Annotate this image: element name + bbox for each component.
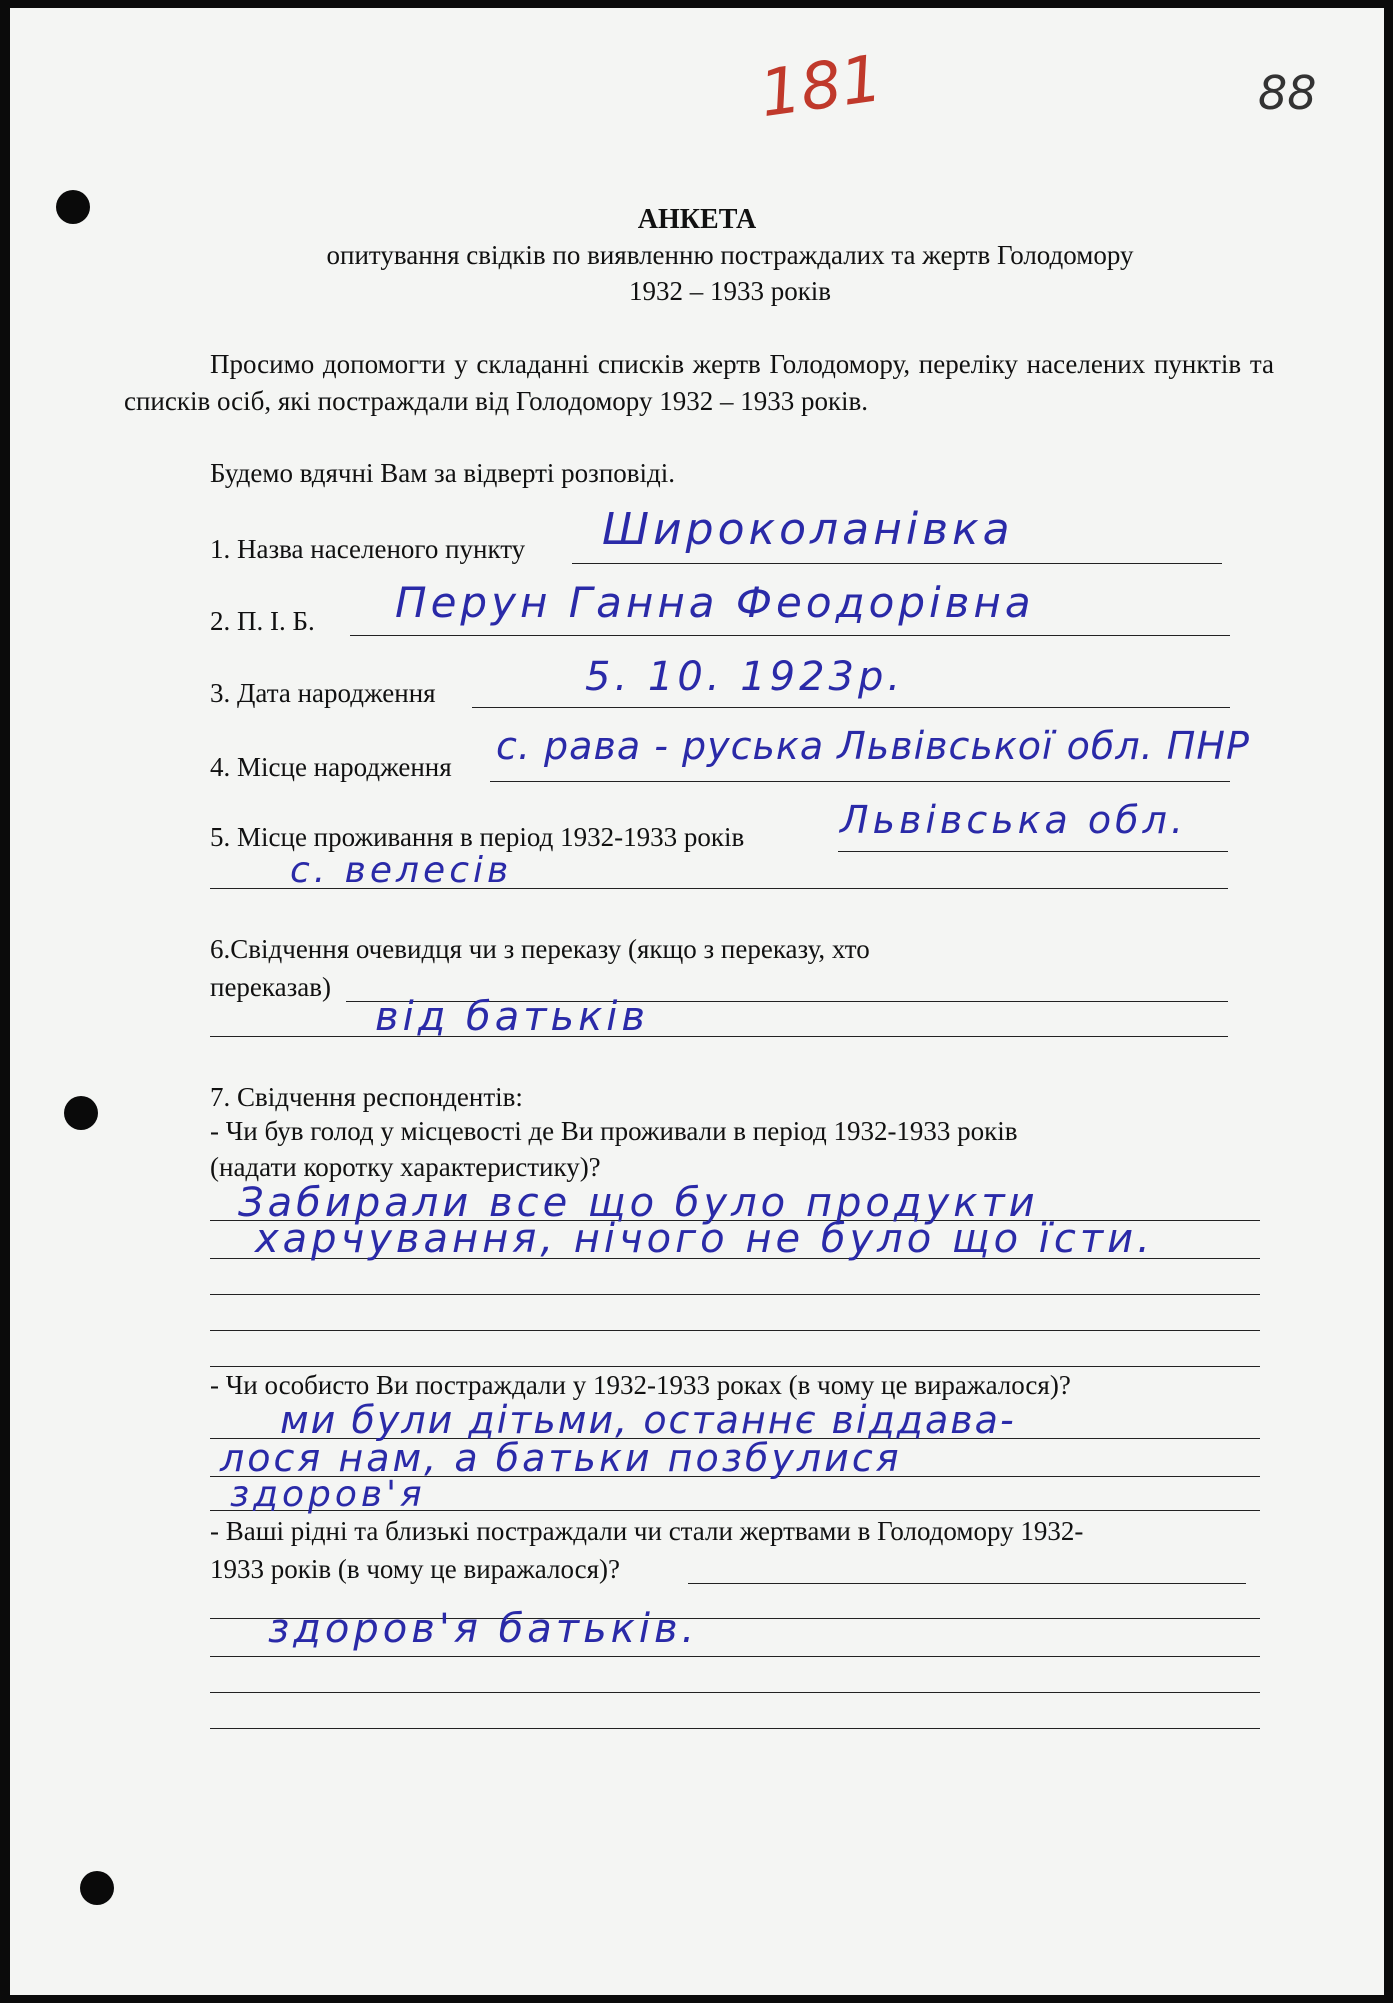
page-number-black: 88 bbox=[1258, 66, 1317, 120]
q4-label: 4. Місце народження bbox=[210, 752, 452, 782]
q3-line bbox=[472, 707, 1230, 708]
q1-line bbox=[572, 563, 1222, 564]
q7a-line-4 bbox=[210, 1330, 1260, 1331]
q2-answer: Перун Ганна Феодорівна bbox=[395, 578, 1035, 627]
q4-line bbox=[490, 781, 1230, 782]
q7c-line-1 bbox=[688, 1583, 1246, 1584]
q6-line-2 bbox=[210, 1036, 1228, 1037]
q7a-answer-2: харчування, нічого не було що їсти. bbox=[255, 1216, 1154, 1262]
q5-answer-1: Львівська обл. bbox=[840, 798, 1187, 842]
q7c-line-3 bbox=[210, 1656, 1260, 1657]
q7c-line-5 bbox=[210, 1728, 1260, 1729]
q3-label: 3. Дата народження bbox=[210, 678, 436, 708]
q7c-question-2: 1933 років (в чому це виражалося)? bbox=[210, 1554, 621, 1584]
q2-label: 2. П. І. Б. bbox=[210, 606, 315, 636]
questionnaire-sheet bbox=[10, 8, 1384, 1995]
q1-label: 1. Назва населеного пункту bbox=[210, 534, 526, 564]
form-years: 1932 – 1933 років bbox=[628, 276, 832, 306]
q3-answer: 5. 10. 1923р. bbox=[585, 654, 905, 700]
form-subtitle: опитування свідків по виявленню постраждалих та жертв Голодомору bbox=[326, 240, 1134, 270]
q7b-answer-2: лося нам, а батьки позбулися bbox=[220, 1436, 902, 1480]
q7-label: 7. Свідчення респондентів: bbox=[210, 1082, 523, 1112]
q1-answer: Широколанівка bbox=[602, 504, 1014, 555]
q7b-question: - Чи особисто Ви постраждали у 1932-1933 роках (в чому це виражалося)? bbox=[210, 1370, 1071, 1400]
q5-label: 5. Місце проживання в період 1932-1933 років bbox=[210, 822, 745, 852]
q7a-answer-1: Забирали все що було продукти bbox=[238, 1180, 1039, 1226]
q7a-line-5 bbox=[210, 1366, 1260, 1367]
q5-line-1 bbox=[838, 851, 1228, 852]
q2-line bbox=[350, 635, 1230, 636]
punch-hole-middle bbox=[64, 1096, 98, 1130]
punch-hole-bottom bbox=[80, 1871, 114, 1905]
q6-label-2: переказав) bbox=[210, 972, 331, 1002]
thanks-text: Будемо вдячні Вам за відверті розповіді. bbox=[210, 458, 676, 488]
q7a-line-3 bbox=[210, 1294, 1260, 1295]
q6-label-1: 6.Свідчення очевидця чи з переказу (якщо з переказу, хто bbox=[210, 934, 870, 964]
q5-answer-2: с. велесів bbox=[290, 850, 513, 891]
q7b-answer-1: ми були дітьми, останнє віддава- bbox=[280, 1398, 1016, 1442]
form-title: АНКЕТА bbox=[637, 204, 757, 235]
q7c-question-1: - Ваші рідні та близькі постраждали чи стали жертвами в Голодомору 1932- bbox=[210, 1516, 1084, 1546]
q4-answer: с. рава - руська Львівської обл. ПНР bbox=[496, 724, 1250, 768]
q7c-line-4 bbox=[210, 1692, 1260, 1693]
q6-answer: від батьків bbox=[375, 994, 649, 1040]
q7a-question-2: (надати коротку характеристику)? bbox=[210, 1152, 601, 1182]
q7c-answer: здоров'я батьків. bbox=[268, 1606, 699, 1652]
page-number-red: 181 bbox=[755, 41, 887, 133]
q7b-answer-3: здоров'я bbox=[230, 1474, 426, 1515]
intro-paragraph: Просимо допомогти у складанні списків жертв Голодомору, переліку населених пунктів та списків осіб, які постраждали від Голодомору 1932 – 1933 років. bbox=[124, 349, 1274, 416]
q7a-question-1: - Чи був голод у місцевості де Ви проживали в період 1932-1933 років bbox=[210, 1116, 1018, 1146]
